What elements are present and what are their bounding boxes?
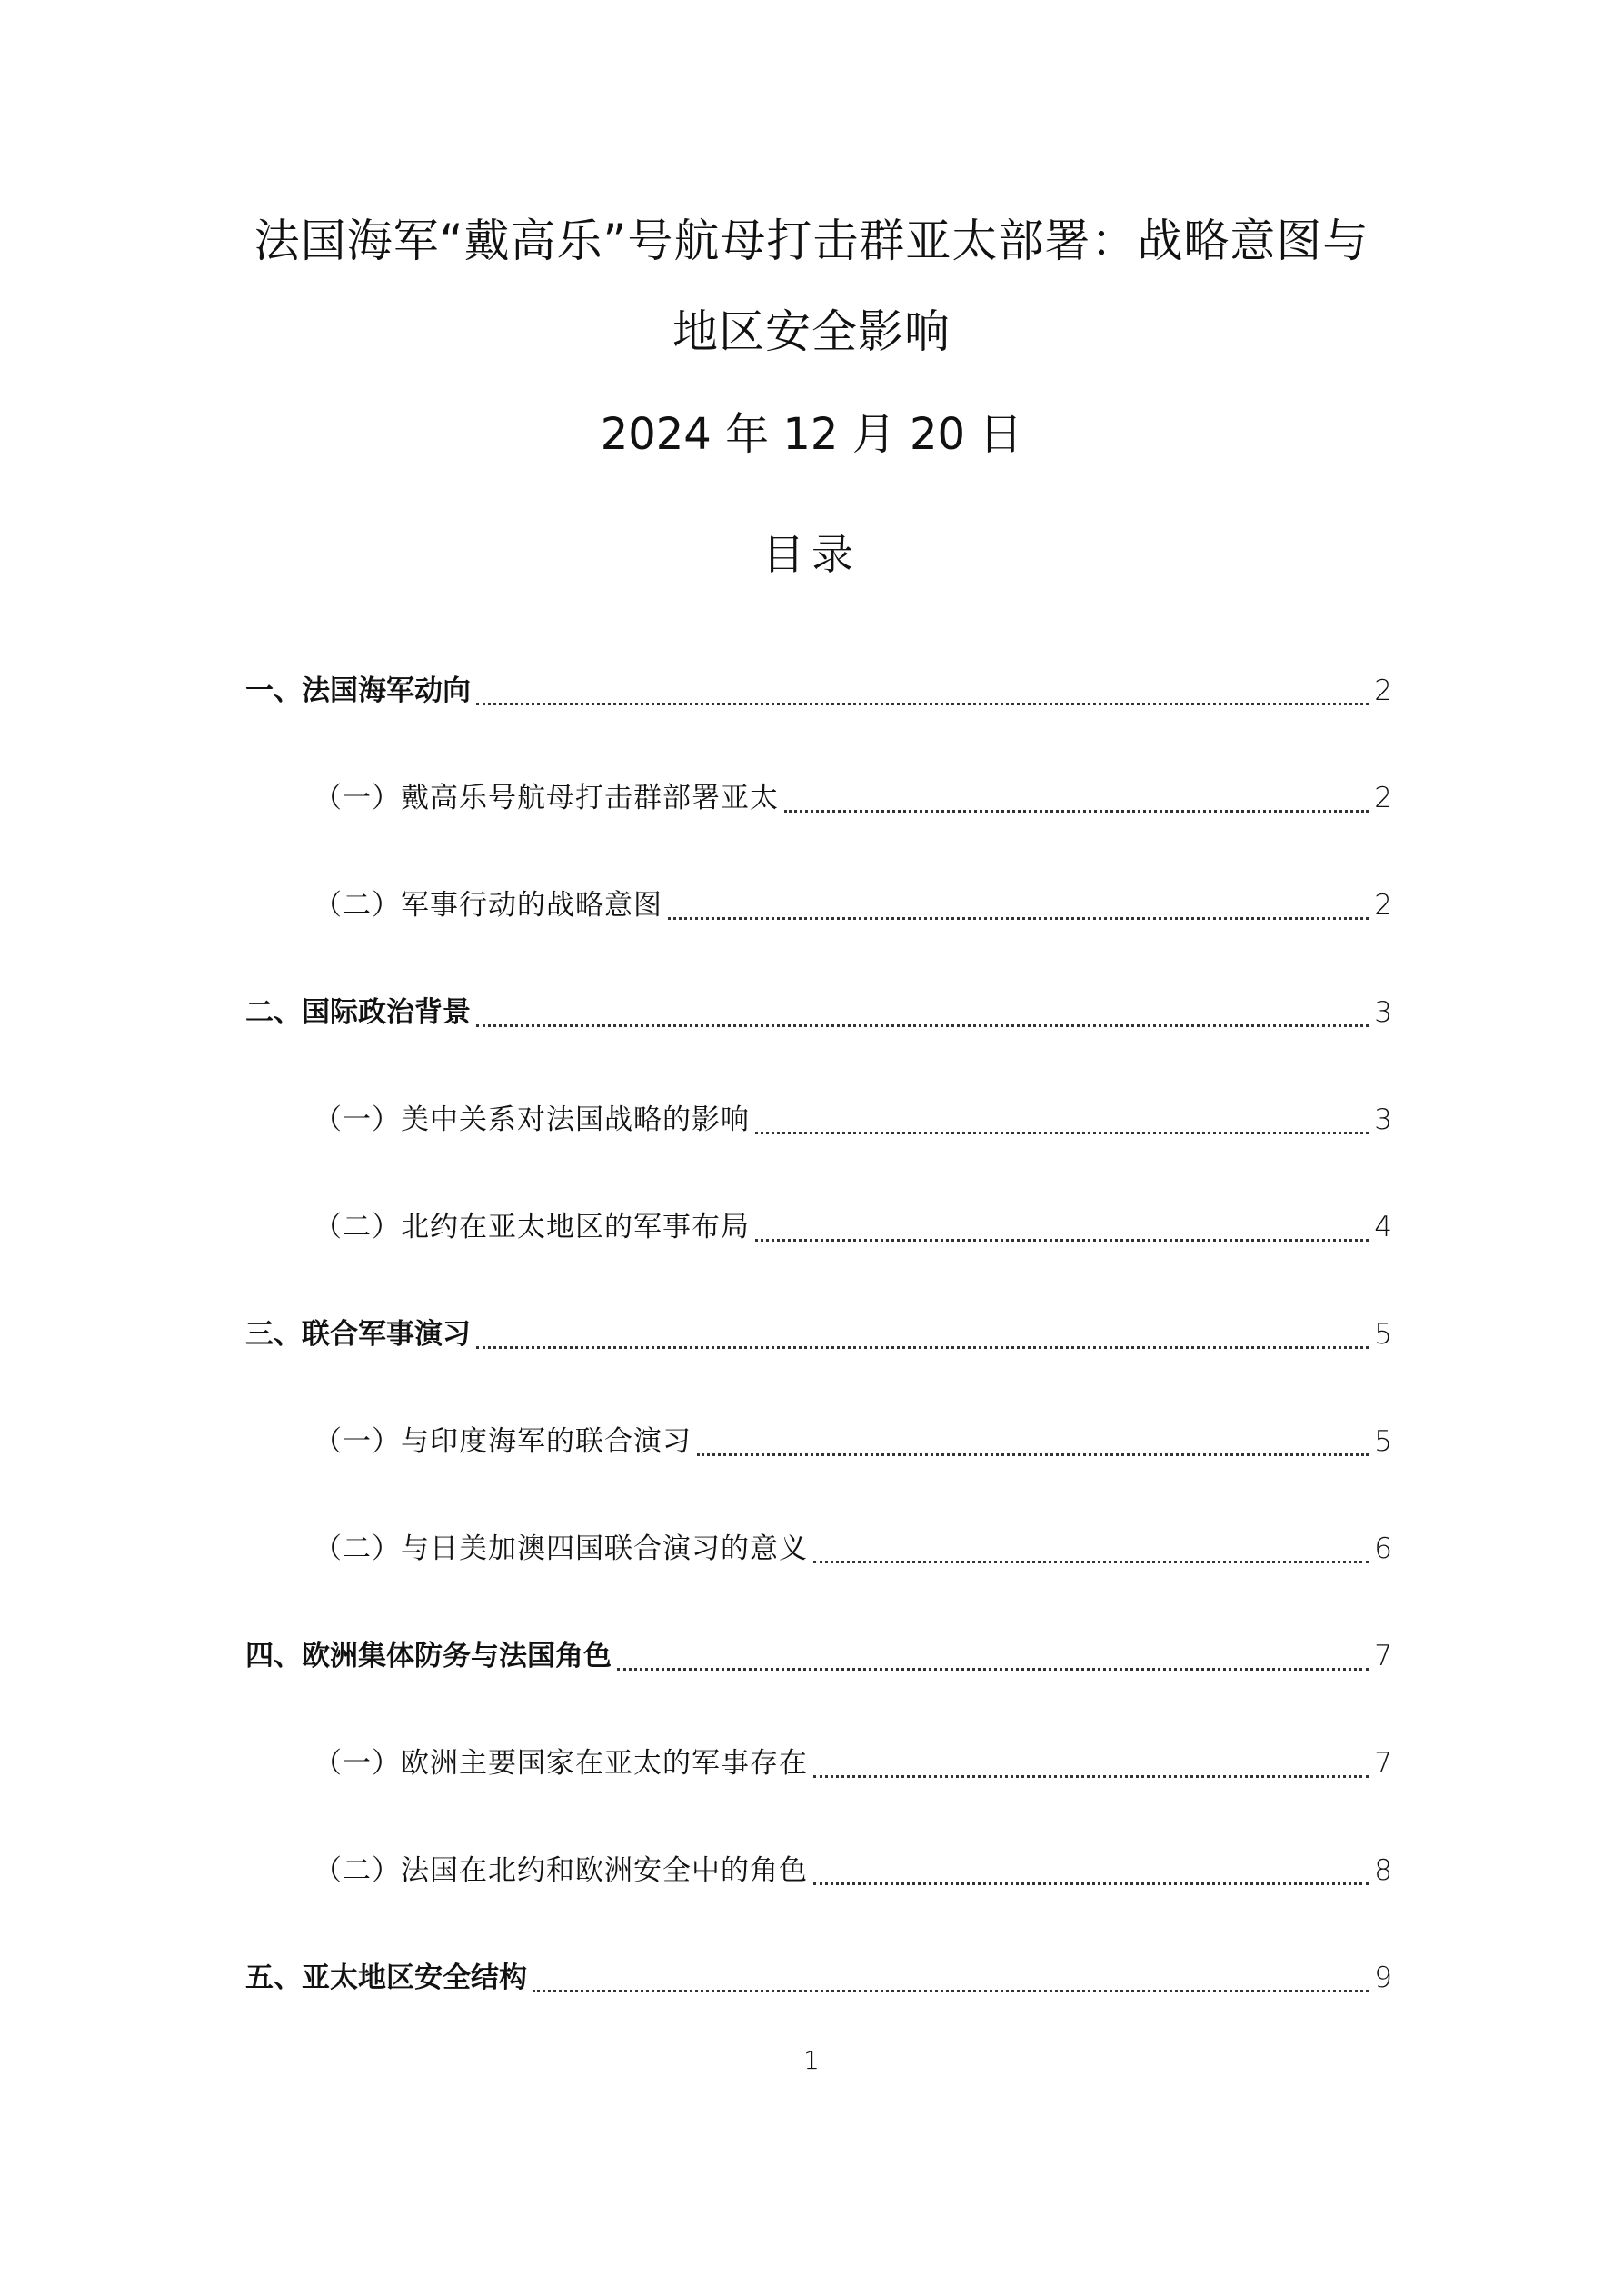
toc-entry-page: 7 [1374, 1640, 1392, 1672]
toc-dot-leader [668, 917, 1369, 920]
toc-entry-page: 8 [1374, 1854, 1392, 1887]
toc-entry-page: 3 [1374, 1103, 1392, 1136]
toc-entry-label: （一）戴高乐号航母打击群部署亚太 [314, 782, 779, 814]
toc-entry[interactable] [245, 1469, 1392, 1576]
toc-entry[interactable] [245, 1040, 1392, 1147]
document-title [227, 195, 1396, 377]
toc-entry[interactable] [245, 1898, 1392, 2005]
toc-entry-page: 4 [1374, 1211, 1392, 1243]
toc-dot-leader [617, 1668, 1369, 1671]
toc-entry-label: （一）与印度海军的联合演习 [314, 1425, 692, 1458]
toc-entry-label: （一）美中关系对法国战略的影响 [314, 1103, 750, 1136]
page-number: 1 [803, 2045, 820, 2075]
toc-entry[interactable] [245, 1683, 1392, 1791]
toc-dot-leader [755, 1132, 1369, 1134]
toc-entry-page: 5 [1374, 1425, 1392, 1458]
toc-entry-page: 9 [1374, 1962, 1392, 1994]
toc-entry-page: 5 [1374, 1318, 1392, 1351]
toc-entry-label: 二、国际政治背景 [245, 996, 471, 1029]
toc-dot-leader [476, 703, 1369, 705]
document-date: 2024 年 12 月 20 日 [600, 409, 1023, 460]
toc-entry-label: 一、法国海军动向 [245, 674, 471, 707]
toc-entry[interactable] [245, 825, 1392, 933]
toc-entry-page: 2 [1374, 674, 1392, 707]
toc-entry-label: 四、欧洲集体防务与法国角色 [245, 1640, 612, 1672]
toc-entry-label: （二）与日美加澳四国联合演习的意义 [314, 1532, 808, 1565]
toc-entry-page: 7 [1374, 1747, 1392, 1780]
toc-heading: 目录 [762, 530, 861, 579]
toc-dot-leader [755, 1239, 1369, 1242]
toc-entry[interactable] [245, 1576, 1392, 1683]
document-title-line-2: 地区安全影响 [672, 305, 951, 358]
toc-entry-page: 3 [1374, 996, 1392, 1029]
toc-entry[interactable] [245, 1791, 1392, 1898]
toc-dot-leader [697, 1453, 1369, 1456]
toc-entry-label: （一）欧洲主要国家在亚太的军事存在 [314, 1747, 808, 1780]
toc-entry-page: 2 [1374, 889, 1392, 922]
toc-dot-leader [533, 1990, 1369, 1992]
toc-entry[interactable] [245, 1254, 1392, 1362]
toc-entry-label: 五、亚太地区安全结构 [245, 1962, 527, 1994]
toc-dot-leader [784, 810, 1369, 813]
toc-dot-leader [476, 1024, 1369, 1027]
toc-dot-leader [813, 1561, 1369, 1563]
document-title-line-1: 法国海军“戴高乐”号航母打击群亚太部署：战略意图与 [254, 215, 1369, 267]
toc-entry-page: 6 [1374, 1532, 1392, 1565]
toc-dot-leader [813, 1882, 1369, 1885]
table-of-contents [245, 611, 1392, 2005]
toc-entry[interactable] [245, 1147, 1392, 1254]
toc-entry-label: 三、联合军事演习 [245, 1318, 471, 1351]
toc-entry-label: （二）军事行动的战略意图 [314, 889, 662, 922]
toc-entry[interactable] [245, 718, 1392, 825]
toc-entry[interactable] [245, 611, 1392, 718]
toc-dot-leader [813, 1775, 1369, 1778]
toc-entry[interactable] [245, 933, 1392, 1040]
toc-entry-label: （二）北约在亚太地区的军事布局 [314, 1211, 750, 1243]
toc-entry-label: （二）法国在北约和欧洲安全中的角色 [314, 1854, 808, 1887]
toc-entry-page: 2 [1374, 782, 1392, 814]
toc-entry[interactable] [245, 1362, 1392, 1469]
toc-dot-leader [476, 1346, 1369, 1349]
